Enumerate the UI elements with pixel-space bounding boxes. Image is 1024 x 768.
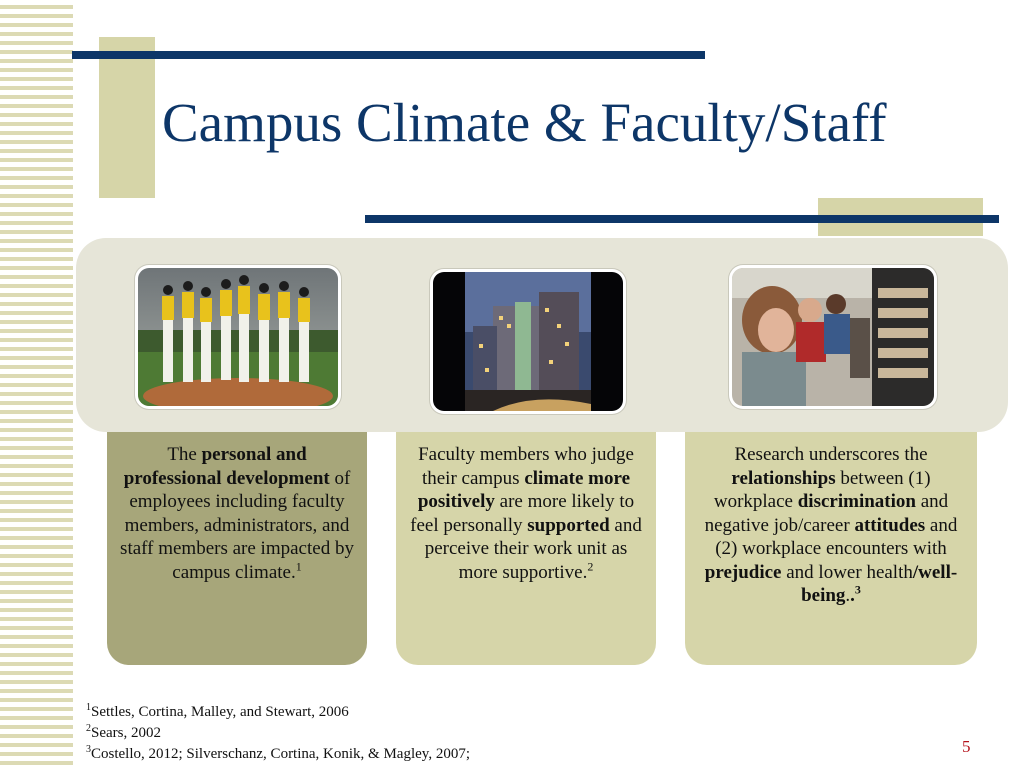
card-text: [410, 444, 642, 583]
title-rule-top: [72, 51, 705, 59]
page-number: 5: [962, 737, 971, 756]
card-text-segment: attitudes: [854, 514, 926, 536]
card-text-segment: and lower health: [781, 561, 913, 583]
card-text-segment: .: [850, 585, 855, 606]
slide-title: Campus Climate & Faculty/Staff: [162, 92, 887, 153]
card-text-segment: /well-being: [801, 561, 958, 606]
card-text: [120, 444, 354, 583]
card-text-segment: discrimination: [797, 491, 916, 512]
title-rule-bottom: [365, 215, 999, 223]
reference-item: $^3$Costello, 2012; Silverschanz, Cortina, Konik, & Magley, 2007;: [86, 744, 470, 762]
card-text-segment: supported: [527, 514, 610, 536]
reference-item: $^2$Sears, 2002: [86, 723, 161, 741]
references: [86, 702, 470, 765]
decorative-stripes: [0, 0, 73, 768]
card-text-segment: 2: [587, 559, 594, 574]
card-text-segment: and negative job/career: [704, 491, 949, 536]
card-text-segment: 3: [854, 582, 861, 597]
card-text-segment: prejudice: [704, 561, 782, 583]
baseball-team-photo: [135, 265, 341, 409]
campus-building-night-photo: [430, 269, 626, 414]
card-text-segment: 1: [295, 559, 302, 574]
students-library-photo: [729, 265, 937, 409]
decorative-block-left: [99, 37, 155, 198]
card-text-segment: The: [167, 444, 202, 465]
card-text-segment: of employees including faculty members, administrators, and staff members are impacted by campus climate.: [120, 467, 354, 583]
card-personal-development: [107, 432, 367, 665]
card-text-segment: relationships: [731, 467, 836, 489]
card-faculty-climate: [396, 432, 656, 665]
card-text-segment: personal and professional development: [123, 444, 330, 489]
card-text-segment: climate more positively: [417, 467, 631, 512]
card-text-segment: and perceive their work unit as more supportive.: [424, 514, 642, 583]
card-text-segment: Research underscores the: [734, 444, 928, 465]
card-text: [705, 444, 958, 606]
card-research-relationships: [685, 432, 977, 665]
reference-item: $^1$Settles, Cortina, Malley, and Stewart, 2006: [86, 702, 349, 720]
card-text-segment: Faculty members who judge their campus: [418, 444, 634, 489]
card-text-segment: and (2) workplace encounters with: [715, 514, 958, 559]
card-text-segment: between (1) workplace: [713, 467, 931, 512]
card-text-segment: are more likely to feel personally: [410, 491, 635, 536]
card-text-segment: .: [845, 585, 851, 606]
